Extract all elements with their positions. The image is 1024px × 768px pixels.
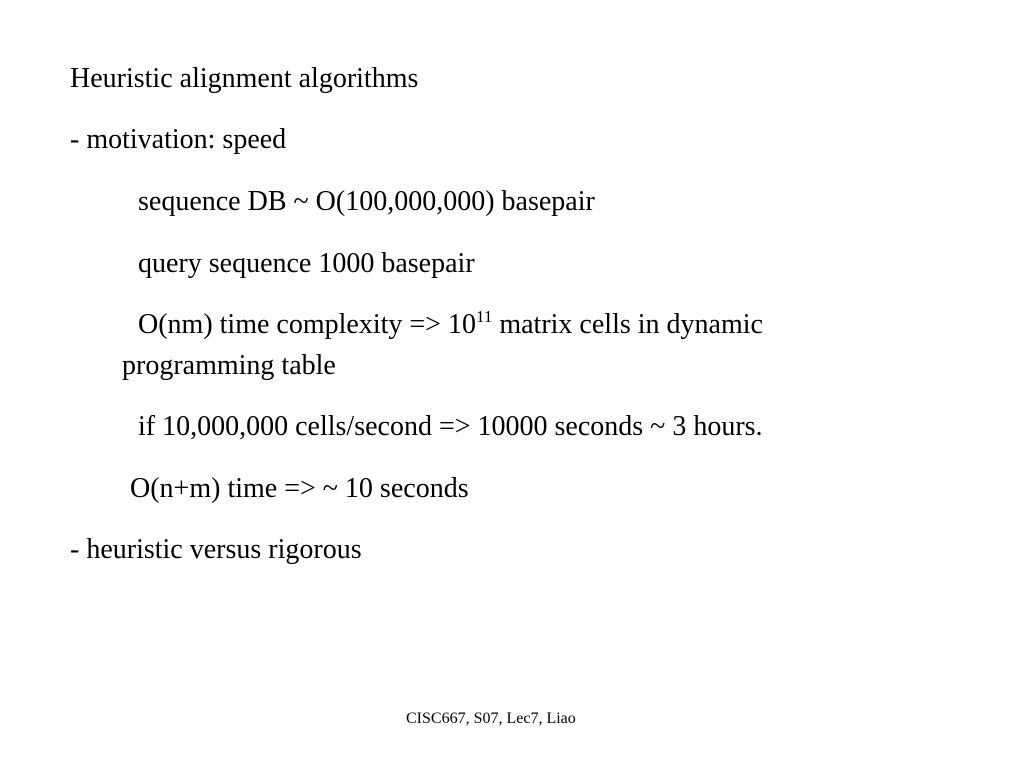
complexity-continuation-line: programming table (122, 350, 336, 381)
complexity-exponent: 11 (475, 307, 493, 326)
complexity-line (138, 309, 763, 344)
speed-estimate-line: if 10,000,000 cells/second => 10000 seconds ~ 3 hours. (138, 411, 763, 442)
complexity-text-before: O(nm) time complexity => 10 (138, 309, 476, 340)
bullet-heuristic-vs-rigorous: - heuristic versus rigorous (70, 534, 362, 565)
complexity-text-after: matrix cells in dynamic (492, 309, 763, 340)
query-size-line: query sequence 1000 basepair (138, 248, 475, 279)
linear-time-line: O(n+m) time => ~ 10 seconds (130, 473, 469, 504)
db-size-line: sequence DB ~ O(100,000,000) basepair (138, 186, 595, 217)
bullet-motivation: - motivation: speed (70, 124, 287, 155)
slide-footer: CISC667, S07, Lec7, Liao (406, 710, 576, 727)
slide-title: Heuristic alignment algorithms (70, 63, 419, 94)
